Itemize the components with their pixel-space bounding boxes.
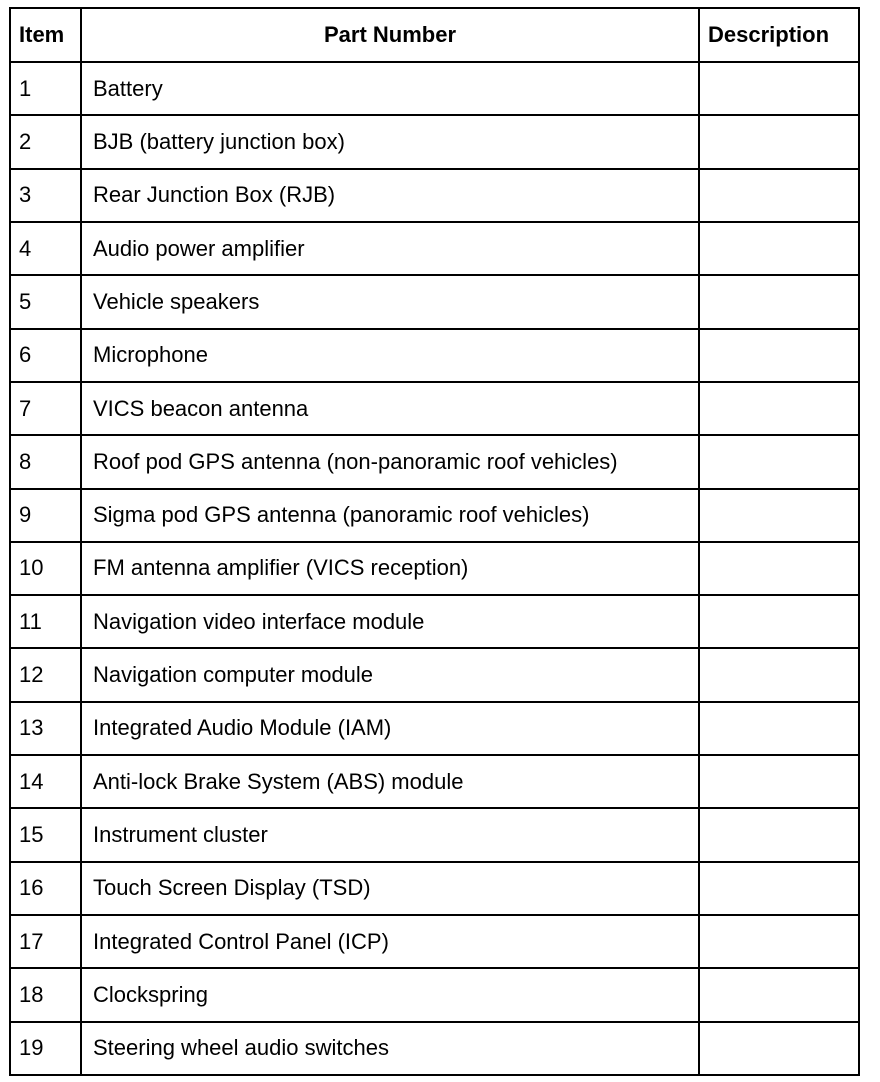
cell-item-number: 17 (10, 915, 81, 968)
cell-description (699, 222, 859, 275)
header-row (10, 8, 859, 62)
cell-description (699, 755, 859, 808)
cell-item-number: 4 (10, 222, 81, 275)
cell-item-number: 18 (10, 968, 81, 1021)
cell-description (699, 435, 859, 488)
cell-item-number: 2 (10, 115, 81, 168)
parts-table (9, 7, 860, 1076)
table-row (10, 702, 859, 755)
cell-item-number: 10 (10, 542, 81, 595)
cell-description (699, 542, 859, 595)
table-row (10, 329, 859, 382)
cell-item-number: 16 (10, 862, 81, 915)
cell-item-number: 9 (10, 489, 81, 542)
cell-item-number: 11 (10, 595, 81, 648)
cell-part-number: Integrated Audio Module (IAM) (81, 702, 699, 755)
table-row (10, 595, 859, 648)
cell-description (699, 1022, 859, 1075)
table-row (10, 755, 859, 808)
cell-part-number: Microphone (81, 329, 699, 382)
cell-description (699, 275, 859, 328)
table-row (10, 542, 859, 595)
table-row (10, 169, 859, 222)
cell-part-number: Instrument cluster (81, 808, 699, 861)
cell-item-number: 8 (10, 435, 81, 488)
cell-item-number: 14 (10, 755, 81, 808)
cell-part-number: Audio power amplifier (81, 222, 699, 275)
cell-part-number: Clockspring (81, 968, 699, 1021)
cell-item-number: 3 (10, 169, 81, 222)
header-item: Item (10, 8, 81, 62)
cell-description (699, 702, 859, 755)
cell-description (699, 169, 859, 222)
cell-item-number: 15 (10, 808, 81, 861)
cell-description (699, 115, 859, 168)
cell-part-number: VICS beacon antenna (81, 382, 699, 435)
table-row (10, 222, 859, 275)
cell-part-number: Steering wheel audio switches (81, 1022, 699, 1075)
table-row (10, 275, 859, 328)
cell-description (699, 862, 859, 915)
table-row (10, 915, 859, 968)
cell-item-number: 1 (10, 62, 81, 115)
cell-part-number: Roof pod GPS antenna (non-panoramic roof vehicles) (81, 435, 699, 488)
cell-part-number: FM antenna amplifier (VICS reception) (81, 542, 699, 595)
cell-description (699, 915, 859, 968)
cell-item-number: 12 (10, 648, 81, 701)
table-row (10, 382, 859, 435)
cell-part-number: Anti-lock Brake System (ABS) module (81, 755, 699, 808)
cell-part-number: Integrated Control Panel (ICP) (81, 915, 699, 968)
cell-description (699, 808, 859, 861)
cell-description (699, 329, 859, 382)
cell-part-number: Touch Screen Display (TSD) (81, 862, 699, 915)
cell-part-number: Navigation video interface module (81, 595, 699, 648)
header-description: Description (699, 8, 859, 62)
cell-item-number: 5 (10, 275, 81, 328)
table-row (10, 1022, 859, 1075)
table-header (10, 8, 859, 62)
cell-part-number: Navigation computer module (81, 648, 699, 701)
table-row (10, 489, 859, 542)
header-part-number: Part Number (81, 8, 699, 62)
cell-item-number: 13 (10, 702, 81, 755)
cell-description (699, 382, 859, 435)
cell-item-number: 6 (10, 329, 81, 382)
table-row (10, 435, 859, 488)
cell-part-number: BJB (battery junction box) (81, 115, 699, 168)
cell-description (699, 968, 859, 1021)
cell-part-number: Sigma pod GPS antenna (panoramic roof vehicles) (81, 489, 699, 542)
cell-item-number: 19 (10, 1022, 81, 1075)
cell-description (699, 648, 859, 701)
cell-description (699, 489, 859, 542)
table-body (10, 62, 859, 1075)
table-row (10, 808, 859, 861)
cell-description (699, 62, 859, 115)
table-row (10, 862, 859, 915)
table-row (10, 62, 859, 115)
cell-part-number: Rear Junction Box (RJB) (81, 169, 699, 222)
table-row (10, 115, 859, 168)
cell-description (699, 595, 859, 648)
table-row (10, 968, 859, 1021)
cell-part-number: Battery (81, 62, 699, 115)
cell-part-number: Vehicle speakers (81, 275, 699, 328)
table-row (10, 648, 859, 701)
cell-item-number: 7 (10, 382, 81, 435)
